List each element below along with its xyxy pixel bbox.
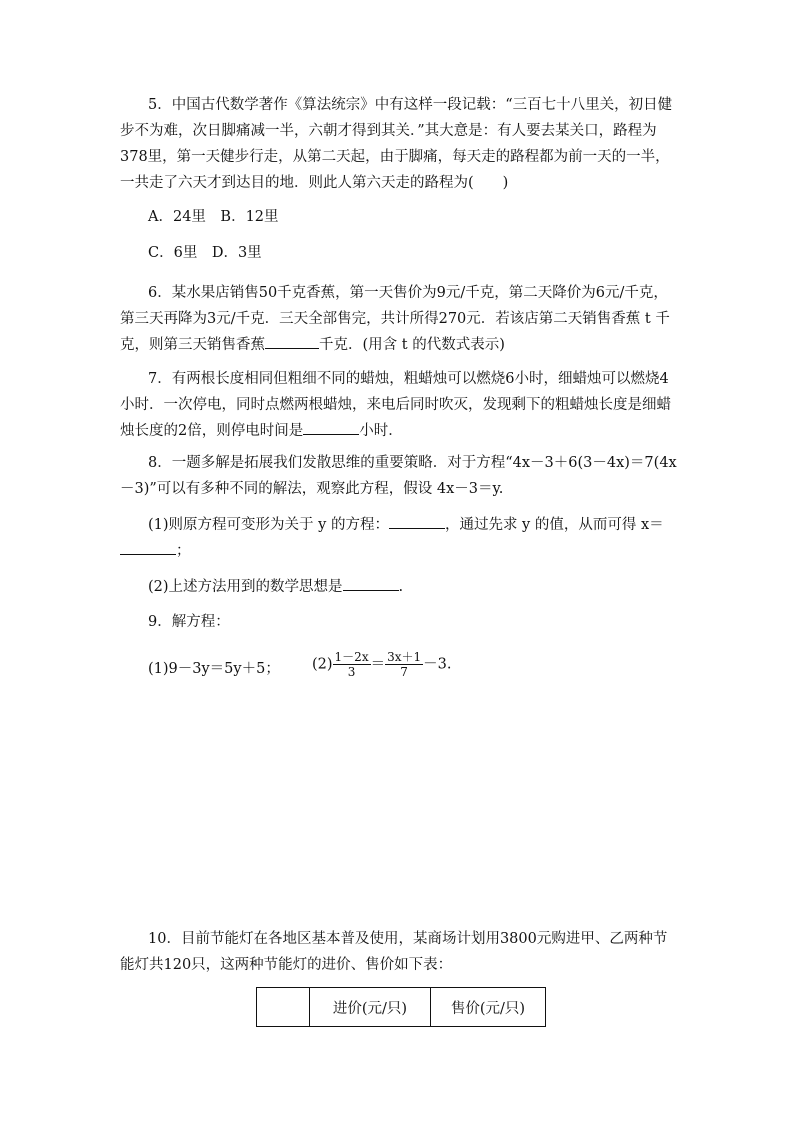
fraction-left-denominator: 3 [347,665,356,679]
part-2-label: (2)上述方法用到的数学思想是 [148,579,343,595]
question-7 [120,366,680,444]
answer-blank [389,512,445,529]
question-9-title: 9．解方程： [148,614,230,630]
part-2-end: . [398,579,404,595]
question-8-text: 8．一题多解是拓展我们发散思维的重要策略．对于方程“4x－3＋6(3－4x)＝7(4x－3)”可以有多种不同的解法，观察此方程，假设 4x－3＝y. [120,455,677,497]
answer-blank [265,332,319,349]
question-7-text: 7．有两根长度相同但粗细不同的蜡烛，粗蜡烛可以燃烧6小时，细蜡烛可以燃烧4小时．一次停电，同时点燃两根蜡烛，来电后同时吹灭，发现剩下的粗蜡烛长度是细蜡烛长度的2倍，则停电时间是 [120,371,671,439]
answer-blank [303,418,359,435]
table-header-cell: 售价(元/只) [431,988,546,1027]
question-6-text: 6．某水果店销售50千克香蕉，第一天售价为9元/千克，第二天降价为6元/千克，第三天再降为3元/千克．三天全部售完，共计所得270元．若该店第二天销售香蕉 t 千克，则第三天销售香蕉 [120,285,670,353]
question-5-options-cd: C．6里 D．3里 [148,245,262,261]
fraction-left-numerator: 1－2x [334,650,369,664]
price-table [256,987,546,1027]
question-5-options-ab: A．24里 B．12里 [148,209,279,225]
fraction-right [385,650,423,679]
equation-2-tail: －3. [423,656,452,673]
part-1-end: ； [176,543,191,559]
equals-sign: ＝ [370,656,386,673]
table-header-cell [257,988,310,1027]
answer-blank [120,538,176,555]
part-1-label: (1)则原方程可变形为关于 y 的方程： [148,517,389,533]
question-6-tail: 千克．(用含 t 的代数式表示) [319,337,505,353]
equation-2 [312,650,451,679]
table-row [257,988,546,1027]
question-8-part-2 [148,574,403,600]
fraction-right-numerator: 3x＋1 [387,650,422,664]
table-header-cell: 进价(元/只) [310,988,431,1027]
fraction-right-denominator: 7 [400,665,408,679]
question-10-text: 10．目前节能灯在各地区基本普及使用，某商场计划用3800元购进甲、乙两种节能灯共120只，这两种节能灯的进价、售价如下表： [120,931,668,973]
question-5-text: 5．中国古代数学著作《算法统宗》中有这样一段记载：“三百七十八里关，初日健步不为难，次日脚痛减一半，六朝才得到其关．”其大意是：有人要去某关口，路程为378里，第一天健步行走，从第二天起，由于脚痛，每天走的路程都为前一天的一半，一共走了六天才到达目的地．则此人第六天走的路程为( ) [120,97,673,191]
fraction-left [333,650,371,679]
answer-blank [343,574,399,591]
equation-2-label: (2) [312,656,333,673]
question-6 [120,280,680,358]
question-7-tail: 小时． [359,423,403,439]
question-8-part-1 [148,512,680,564]
part-1-middle: ，通过先求 y 的值，从而可得 x＝ [444,517,664,533]
equation-1: (1)9－3y＝5y＋5； [148,661,280,677]
